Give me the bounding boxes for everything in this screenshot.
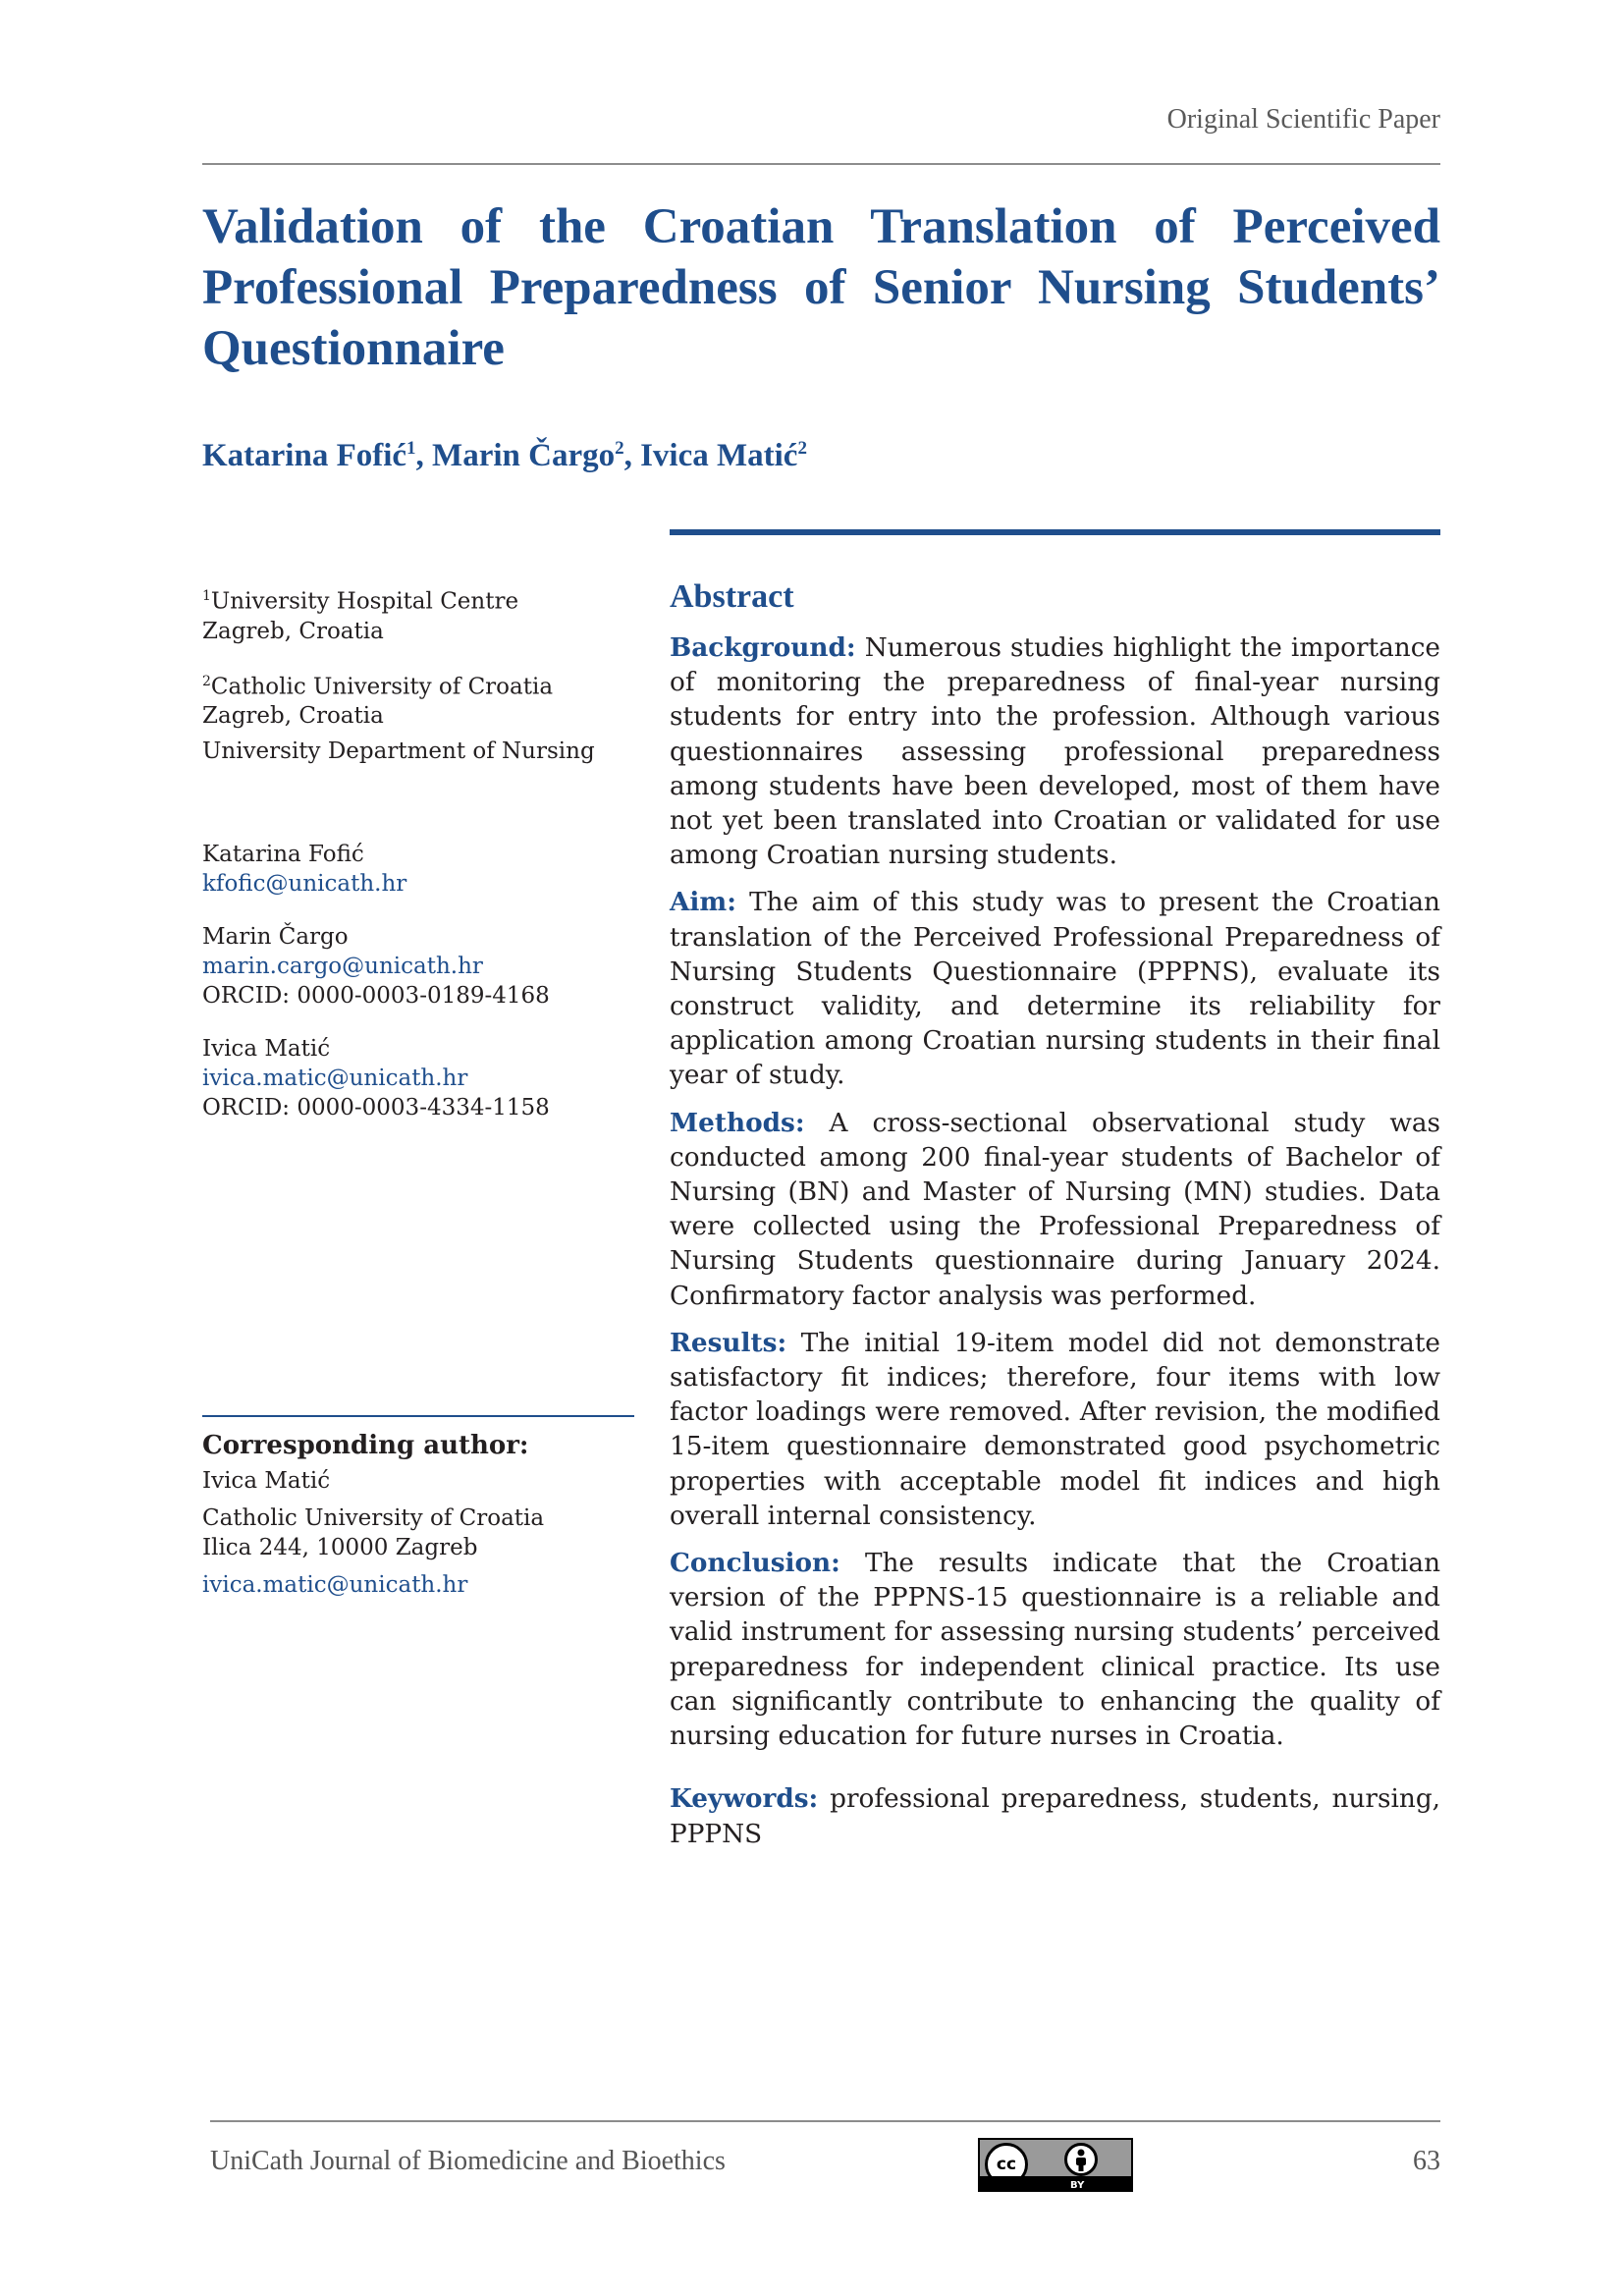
cc-by-license-badge-icon[interactable] bbox=[978, 2138, 1133, 2192]
author-affiliation-mark: 1 bbox=[406, 438, 416, 459]
affiliation-line: Zagreb, Croatia bbox=[202, 703, 384, 730]
corresponding-email-link[interactable]: ivica.matic@unicath.hr bbox=[202, 1572, 468, 1598]
affiliation-number: 2 bbox=[202, 673, 211, 689]
section-text: The initial 19-item model did not demonstrate satisfactory fit indices; therefore, four items with low factor loadings were removed. After revision, the modified 15-item questionnaire demonstrated good psychometric properties with acceptable model fit indices and high overall internal consistency. bbox=[670, 1328, 1440, 1531]
abstract-divider bbox=[670, 529, 1440, 535]
author-name[interactable]: Katarina Fofić bbox=[202, 438, 407, 473]
section-text: The aim of this study was to present the Croatian translation of the Perceived Professional Preparedness of Nursing Students Questionnaire (PPPNS), evaluate its construct validity, and determine its reliability for application among Croatian nursing students in their final year of study. bbox=[670, 888, 1440, 1091]
footer-divider bbox=[210, 2120, 1440, 2122]
header-divider bbox=[202, 163, 1440, 165]
abstract-conclusion bbox=[670, 1546, 1440, 1754]
abstract-background bbox=[670, 630, 1440, 873]
affiliation-line: Zagreb, Croatia bbox=[202, 618, 384, 644]
affiliation-1 bbox=[202, 581, 634, 646]
section-text: The results indicate that the Croatian version of the PPPNS-15 questionnaire is a reliable and valid instrument for assessing nursing students’ perceived preparedness for independent clinical practice. Its use can significantly contribute to enhancing the quality of nursing education for future nurses in Croatia. bbox=[670, 1549, 1441, 1752]
author-affiliation-mark: 2 bbox=[797, 438, 807, 459]
page-number: 63 bbox=[1413, 2146, 1440, 2176]
by-label: BY bbox=[1070, 2180, 1085, 2191]
affiliation-line: University Hospital Centre bbox=[210, 588, 519, 615]
affiliation-line: University Department of Nursing bbox=[202, 738, 595, 765]
cc-icon: cc bbox=[985, 2143, 1028, 2186]
corresponding-name: Ivica Matić bbox=[202, 1468, 331, 1494]
affiliations-column bbox=[202, 581, 634, 1146]
contact-3 bbox=[202, 1034, 634, 1122]
contact-email-link[interactable]: marin.cargo@unicath.hr bbox=[202, 954, 483, 980]
affiliation-2 bbox=[202, 667, 634, 767]
attribution-person-icon bbox=[1064, 2143, 1098, 2176]
contact-2 bbox=[202, 922, 634, 1011]
author-name[interactable]: Marin Čargo bbox=[432, 438, 616, 473]
section-label: Results: bbox=[670, 1327, 787, 1358]
abstract-aim bbox=[670, 885, 1440, 1093]
contact-name: Marin Čargo bbox=[202, 924, 349, 951]
author-affiliation-mark: 2 bbox=[615, 438, 624, 459]
abstract-section bbox=[670, 577, 1440, 1864]
author-list: Katarina Fofić$^1$, Marin Čargo$^2$, Ivica Matić$^2$ bbox=[202, 438, 807, 473]
contact-orcid: ORCID: 0000-0003-0189-4168 bbox=[202, 983, 550, 1010]
corresponding-institution: Catholic University of Croatia bbox=[202, 1505, 545, 1531]
affiliation-line: Catholic University of Croatia bbox=[210, 674, 554, 700]
journal-name: UniCath Journal of Biomedicine and Bioethics bbox=[210, 2146, 726, 2176]
section-text: professional preparedness, students, nursing, PPPNS bbox=[670, 1784, 1441, 1849]
section-label: Conclusion: bbox=[670, 1548, 840, 1579]
contact-1 bbox=[202, 840, 634, 899]
corresponding-divider bbox=[202, 1415, 634, 1417]
contact-name: Ivica Matić bbox=[202, 1036, 331, 1063]
paper-title: Validation of the Croatian Translation of Perceived Professional Preparedness of Senior Nursing Students’ Questionnaire bbox=[202, 199, 1440, 376]
article-type-label: Original Scientific Paper bbox=[1166, 104, 1440, 135]
section-label: Keywords: bbox=[670, 1783, 819, 1815]
section-label: Background: bbox=[670, 632, 856, 663]
section-label: Methods: bbox=[670, 1107, 805, 1138]
contact-email-link[interactable]: kfofic@unicath.hr bbox=[202, 871, 407, 898]
contact-name: Katarina Fofić bbox=[202, 842, 364, 868]
abstract-heading: Abstract bbox=[670, 578, 794, 615]
abstract-methods bbox=[670, 1106, 1440, 1314]
abstract-keywords bbox=[670, 1781, 1440, 1851]
affiliation-number: 1 bbox=[202, 588, 211, 604]
section-label: Aim: bbox=[670, 887, 736, 918]
author-name[interactable]: Ivica Matić bbox=[640, 438, 798, 473]
abstract-results bbox=[670, 1326, 1440, 1534]
corresponding-address: Ilica 244, 10000 Zagreb bbox=[202, 1535, 478, 1560]
corresponding-author-block bbox=[202, 1429, 634, 1600]
contact-email-link[interactable]: ivica.matic@unicath.hr bbox=[202, 1066, 468, 1092]
section-text: A cross-sectional observational study was conducted among 200 final-year students of Bachelor of Nursing (BN) and Master of Nursing (MN) studies. Data were collected using the Professional Preparedness of Nursing Students questionnaire during January 2024. Confirmatory factor analysis was performed. bbox=[670, 1108, 1441, 1311]
contact-orcid: ORCID: 0000-0003-4334-1158 bbox=[202, 1095, 550, 1121]
corresponding-heading: Corresponding author: bbox=[202, 1431, 529, 1460]
section-text: Numerous studies highlight the importance of monitoring the preparedness of final-year nursing students for entry into the profession. Although various questionnaires assessing professional preparedness among students have been developed, most of them have not yet been translated into Croatian or validated for use among Croatian nursing students. bbox=[670, 633, 1440, 871]
